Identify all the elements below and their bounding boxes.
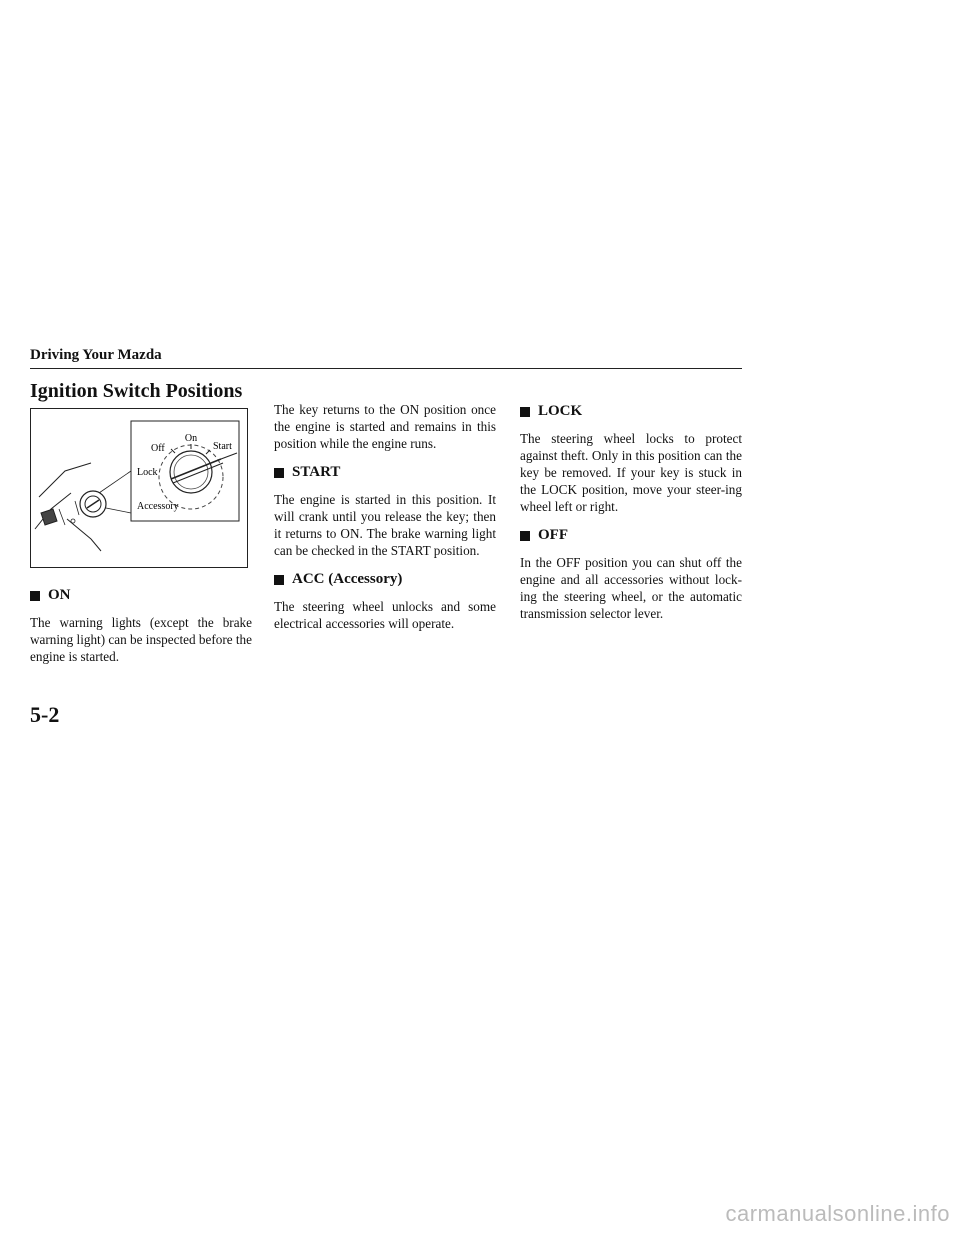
- ignition-switch-figure: [30, 408, 248, 568]
- heading-start-text: START: [292, 464, 341, 480]
- page-title: Ignition Switch Positions: [30, 380, 243, 402]
- body-lock: The steering wheel locks to protect against theft. Only in this position can the key be removed. If your key is stuck in the LOCK position, move your steer-ing wheel left or right.: [520, 431, 742, 514]
- ignition-switch-illustration: [31, 409, 247, 567]
- header-divider: [30, 368, 742, 369]
- heading-start: [274, 464, 496, 481]
- section-header: Driving Your Mazda: [30, 347, 162, 363]
- column-line-a: [59, 509, 65, 525]
- lever-handle: [41, 509, 57, 525]
- watermark: carmanualsonline.info: [725, 1201, 950, 1226]
- bullet-square-icon: [30, 591, 40, 601]
- column-line-b: [75, 501, 79, 515]
- label-off: Off: [151, 443, 165, 454]
- page-number: 5-2: [30, 702, 60, 727]
- body-acc: The steering wheel unlocks and some electrical accessories will operate.: [274, 599, 496, 631]
- body-start: The engine is started in this position. It will crank until you release the key; then it returns to ON. The brake warning light can be checked in the START position.: [274, 492, 496, 558]
- column-outline-bottom: [67, 519, 101, 551]
- heading-on: [30, 587, 252, 604]
- column-3: [520, 403, 742, 622]
- label-accessory: Accessory: [137, 501, 179, 512]
- bullet-square-icon: [274, 575, 284, 585]
- body-off: In the OFF position you can shut off the engine and all accessories without lock-ing the steering wheel, or the automatic transmission selector lever.: [520, 555, 742, 621]
- heading-off: [520, 527, 742, 544]
- heading-off-text: OFF: [538, 527, 568, 543]
- bullet-square-icon: [520, 531, 530, 541]
- leader-line-top: [99, 471, 131, 493]
- heading-acc-text: ACC (Accessory): [292, 571, 403, 587]
- column-screw: [71, 519, 75, 523]
- heading-on-text: ON: [48, 587, 71, 603]
- heading-acc: [274, 571, 496, 588]
- label-lock: Lock: [137, 467, 158, 478]
- label-start: Start: [213, 441, 232, 452]
- column-outline-top: [39, 463, 91, 497]
- bullet-square-icon: [520, 407, 530, 417]
- column-2: [274, 401, 496, 632]
- body-key-returns: The key returns to the ON position once the engine is started and remains in this position while the engine runs.: [274, 402, 496, 451]
- column-1: [30, 587, 252, 665]
- heading-lock-text: LOCK: [538, 403, 583, 419]
- label-on: On: [184, 433, 198, 444]
- heading-lock: [520, 403, 742, 420]
- body-on: The warning lights (except the brake warning light) can be inspected before the engine is started.: [30, 615, 252, 664]
- bullet-square-icon: [274, 468, 284, 478]
